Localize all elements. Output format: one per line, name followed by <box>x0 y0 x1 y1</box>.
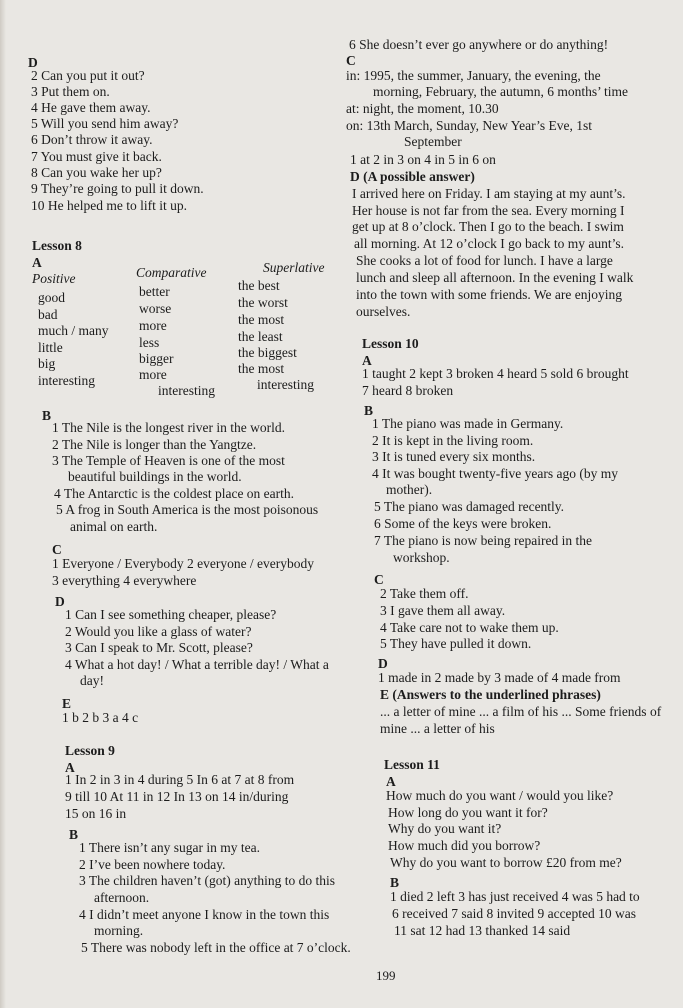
page-number: 199 <box>376 968 396 983</box>
answer-line: 1 Everyone / Everybody 2 everyone / everybody <box>52 556 315 571</box>
answer-line: better <box>139 284 170 299</box>
answer-line: 1 In 2 in 3 in 4 during 5 In 6 at 7 at 8 from <box>65 772 295 787</box>
answer-line: 5 A frog in South America is the most poisonous <box>56 502 319 517</box>
answer-line: 6 Don’t throw it away. <box>31 132 153 147</box>
answer-line: big <box>38 356 56 371</box>
answer-line: 7 The piano is now being repaired in the <box>374 533 592 548</box>
answer-line: the biggest <box>238 345 297 360</box>
answer-line: less <box>139 335 160 350</box>
answer-line: 1 b 2 b 3 a 4 c <box>62 710 139 725</box>
answer-line: 5 The piano was damaged recently. <box>374 499 565 514</box>
answer-line: on: 13th March, Sunday, New Year’s Eve, 1st <box>346 118 592 133</box>
answer-line: 6 received 7 said 8 invited 9 accepted 10 was <box>392 906 637 921</box>
section-heading: Lesson 10 <box>362 336 419 351</box>
answer-line: 4 He gave them away. <box>31 100 151 115</box>
answer-line: 15 on 16 in <box>65 806 127 821</box>
answer-line: 4 Take care not to wake them up. <box>380 620 559 635</box>
answer-line: 3 The children haven’t (got) anything to do this <box>79 873 335 888</box>
answer-line: mine ... a letter of his <box>380 721 495 736</box>
answer-line: 1 died 2 left 3 has just received 4 was 5 had to <box>390 889 640 904</box>
section-heading: A <box>386 774 396 789</box>
answer-line: 2 Take them off. <box>380 586 469 601</box>
answer-line: Positive <box>32 271 76 286</box>
section-heading: B <box>42 408 52 423</box>
answer-line: How long do you want it for? <box>388 805 548 820</box>
answer-line: worse <box>139 301 172 316</box>
answer-line: 6 She doesn’t ever go anywhere or do anything! <box>349 37 609 52</box>
answer-line: the most <box>238 361 285 376</box>
answer-line: workshop. <box>393 550 450 565</box>
section-heading: C <box>52 542 62 557</box>
answer-line: 9 They’re going to pull it down. <box>31 181 204 196</box>
answer-line: 4 It was bought twenty-five years ago (by my <box>372 466 618 481</box>
section-heading: A <box>32 255 42 270</box>
answer-line: 1 The Nile is the longest river in the world. <box>52 420 285 435</box>
answer-line: Why do you want to borrow £20 from me? <box>390 855 622 870</box>
answer-line: 2 It is kept in the living room. <box>372 433 534 448</box>
section-heading: C <box>346 53 356 68</box>
answer-line: 1 at 2 in 3 on 4 in 5 in 6 on <box>350 152 496 167</box>
answer-line: interesting <box>257 377 314 392</box>
section-heading: E <box>62 696 72 711</box>
answer-line: morning. <box>94 923 144 938</box>
answer-line: How much do you want / would you like? <box>386 788 614 803</box>
answer-line: 5 There was nobody left in the office at 7 o’clock. <box>81 940 351 955</box>
section-heading: D <box>378 656 388 671</box>
answer-line: 1 Can I see something cheaper, please? <box>65 607 277 622</box>
section-heading: Lesson 9 <box>65 743 115 758</box>
answer-line: 3 Put them on. <box>31 84 110 99</box>
answer-line: bigger <box>139 351 174 366</box>
section-heading: D <box>55 594 65 609</box>
section-heading: Lesson 11 <box>384 757 440 772</box>
answer-line: the most <box>238 312 285 327</box>
page-spine-shadow <box>0 0 6 1008</box>
section-heading: D <box>28 55 38 70</box>
answer-line: 11 sat 12 had 13 thanked 14 said <box>394 923 571 938</box>
answer-line: Superlative <box>263 260 325 275</box>
answer-line: in: 1995, the summer, January, the evening, the <box>346 68 601 83</box>
answer-line: 1 The piano was made in Germany. <box>372 416 564 431</box>
answer-line: 4 The Antarctic is the coldest place on earth. <box>54 486 295 501</box>
answer-line: the least <box>238 329 283 344</box>
answer-line: 7 You must give it back. <box>31 149 162 164</box>
answer-line: 1 There isn’t any sugar in my tea. <box>79 840 260 855</box>
answer-line: much / many <box>38 323 109 338</box>
answer-line: afternoon. <box>94 890 150 905</box>
answer-line: September <box>404 134 462 149</box>
answer-line: more <box>139 367 167 382</box>
answer-line: 6 Some of the keys were broken. <box>374 516 552 531</box>
answer-line: 4 I didn’t meet anyone I know in the town this <box>79 907 330 922</box>
answer-line: ourselves. <box>356 304 411 319</box>
answer-line: 1 taught 2 kept 3 broken 4 heard 5 sold 6 brought <box>362 366 629 381</box>
answer-line: animal on earth. <box>70 519 158 534</box>
answer-line: morning, February, the autumn, 6 months’ time <box>373 84 628 99</box>
answer-line: ... a letter of mine ... a film of his ... Some friends of <box>380 704 662 719</box>
section-heading: C <box>374 572 384 587</box>
answer-line: 3 The Temple of Heaven is one of the most <box>52 453 285 468</box>
answer-line: 1 made in 2 made by 3 made of 4 made from <box>378 670 621 685</box>
answer-line: 7 heard 8 broken <box>362 383 454 398</box>
answer-line: all morning. At 12 o’clock I go back to my aunt’s. <box>354 236 624 251</box>
section-heading: B <box>364 403 374 418</box>
section-heading: D (A possible answer) <box>350 169 475 184</box>
answer-line: interesting <box>158 383 215 398</box>
answer-line: 3 I gave them all away. <box>380 603 506 618</box>
answer-line: 2 Would you like a glass of water? <box>65 624 252 639</box>
answer-line: the worst <box>238 295 288 310</box>
answer-line: at: night, the moment, 10.30 <box>346 101 499 116</box>
answer-line: bad <box>38 307 58 322</box>
answer-line: mother). <box>386 482 433 497</box>
answer-line: 2 I’ve been nowhere today. <box>79 857 226 872</box>
answer-line: beautiful buildings in the world. <box>68 469 242 484</box>
answer-line: 10 He helped me to lift it up. <box>31 198 187 213</box>
answer-line: 2 Can you put it out? <box>31 68 145 83</box>
section-heading: E (Answers to the underlined phrases) <box>380 687 601 702</box>
answer-line: 3 everything 4 everywhere <box>52 573 197 588</box>
answer-line: 2 The Nile is longer than the Yangtze. <box>52 437 257 452</box>
answer-line: the best <box>238 278 280 293</box>
answer-line: Her house is not far from the sea. Every morning I <box>352 203 625 218</box>
answer-line: day! <box>80 673 104 688</box>
answer-line: I arrived here on Friday. I am staying at my aunt’s. <box>352 186 626 201</box>
answer-line: more <box>139 318 167 333</box>
section-heading: B <box>390 875 400 890</box>
answer-line: She cooks a lot of food for lunch. I have a large <box>356 253 613 268</box>
answer-line: 9 till 10 At 11 in 12 In 13 on 14 in/during <box>65 789 289 804</box>
section-heading: A <box>362 353 372 368</box>
answer-line: How much did you borrow? <box>388 838 541 853</box>
answer-line: Comparative <box>136 265 207 280</box>
section-heading: Lesson 8 <box>32 238 82 253</box>
answer-line: 8 Can you wake her up? <box>31 165 162 180</box>
answer-line: 3 It is tuned every six months. <box>372 449 536 464</box>
answer-line: into the town with some friends. We are enjoying <box>356 287 622 302</box>
answer-line: interesting <box>38 373 95 388</box>
section-heading: A <box>65 760 75 775</box>
answer-line: little <box>38 340 63 355</box>
answer-line: lunch and sleep all afternoon. In the evening I walk <box>356 270 634 285</box>
answer-line: get up at 8 o’clock. Then I go to the beach. I swim <box>352 219 624 234</box>
answer-line: 3 Can I speak to Mr. Scott, please? <box>65 640 253 655</box>
answer-line: 5 They have pulled it down. <box>380 636 532 651</box>
answer-line: 4 What a hot day! / What a terrible day! / What a <box>65 657 329 672</box>
answer-line: Why do you want it? <box>388 821 502 836</box>
answer-line: 5 Will you send him away? <box>31 116 179 131</box>
answer-line: good <box>38 290 65 305</box>
section-heading: B <box>69 827 79 842</box>
